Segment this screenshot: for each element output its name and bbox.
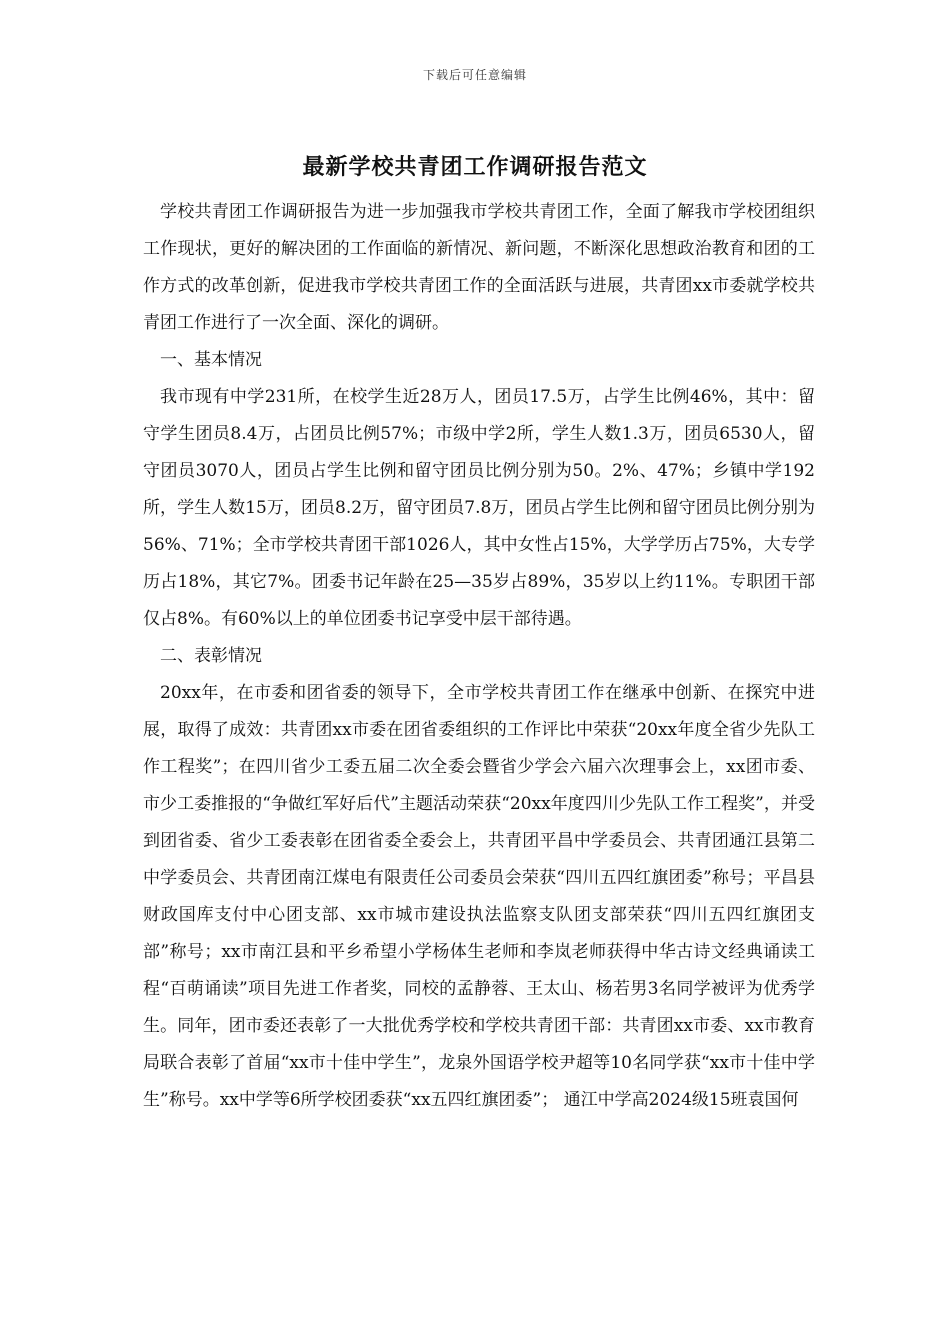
section-heading-awards: 二、表彰情况 [160, 646, 262, 666]
awards-paragraph: 20xx年，在市委和团省委的领导下，全市学校共青团工作在继承中创新、在探究中进展，取得了成效：共青团xx市委在团省委组织的工作评比中荣获“20xx年度全省少先队工作工程奖”；在四川省少工委五届二次全委会暨省少学会六届六次理事会上，xx团市委、市少工委推报的“争做红军好后代”主题活动荣获“20xx年度四川少先队工作工程奖”，并受到团省委、省少工委表彰在团省委全委会上，共青团平昌中学委员会、共青团通江县第二中学委员会、共青团南江煤电有限责任公司委员会荣获“四川五四红旗团委”称号；平昌县财政国库支付中心团支部、xx市城市建设执法监察支队团支部荣获“四川五四红旗团支部”称号；xx市南江县和平乡希望小学杨体生老师和李岚老师获得中华古诗文经典诵读工程“百萌诵读”项目先进工作者奖，同校的孟静蓉、王太山、杨若男3名同学被评为优秀学生。同年，团市委还表彰了一大批优秀学校和学校共青团干部：共青团xx市委、xx市教育局联合表彰了首届“xx市十佳中学生”，龙泉外国语学校尹超等10名同学获“xx市十佳中学生”称号。xx中学等6所学校团委获“xx五四红旗团委”； 通江中学高2024级15班袁国何 [143, 683, 815, 1110]
section-heading-basic: 一、基本情况 [160, 350, 262, 370]
page-header-note: 下载后可任意编辑 [422, 68, 527, 82]
document-title: 最新学校共青团工作调研报告范文 [302, 154, 648, 180]
document-body [143, 194, 815, 1119]
basic-situation-paragraph: 我市现有中学231所，在校学生近28万人，团员17.5万，占学生比例46%，其中：留守学生团员8.4万，占团员比例57%；市级中学2所，学生人数1.3万，团员6530人，留守团员3070人，团员占学生比例和留守团员比例分别为50。2%、47%；乡镇中学192所，学生人数15万，团员8.2万，留守团员7.8万，团员占学生比例和留守团员比例分别为56%、71%；全市学校共青团干部1026人，其中女性占15%，大学学历占75%，大专学历占18%，其它7%。团委书记年龄在25—35岁占89%，35岁以上约11%。专职团干部仅占8%。有60%以上的单位团委书记享受中层干部待遇。 [143, 387, 815, 629]
intro-paragraph: 学校共青团工作调研报告为进一步加强我市学校共青团工作，全面了解我市学校团组织工作现状，更好的解决团的工作面临的新情况、新问题，不断深化思想政治教育和团的工作方式的改革创新，促进我市学校共青团工作的全面活跃与进展，共青团xx市委就学校共青团工作进行了一次全面、深化的调研。 [143, 202, 815, 333]
